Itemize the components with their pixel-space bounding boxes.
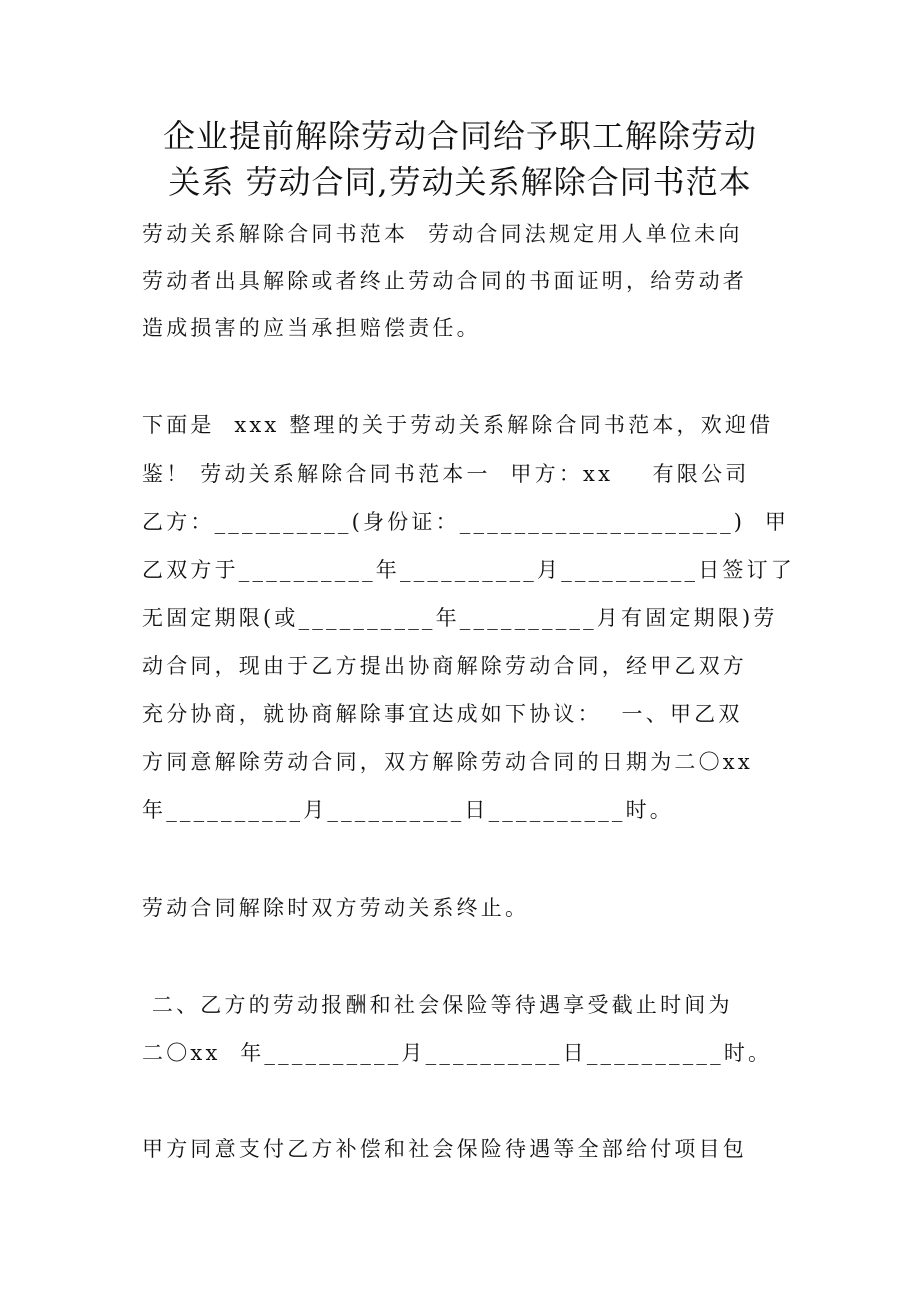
body-line: 造成损害的应当承担赔偿责任。 — [142, 316, 481, 340]
body-line: 劳动关系解除合同书范本 劳动合同法规定用人单位未向 — [142, 222, 743, 246]
body-line: 乙方：__________(身份证：____________________) 甲 — [142, 510, 790, 534]
body-line: 劳动合同解除时双方劳动关系终止。 — [142, 896, 530, 920]
body-line: 二、乙方的劳动报酬和社会保险等待遇享受截止时间为 — [142, 993, 733, 1017]
document-title-line-1: 企业提前解除劳动合同给予职工解除劳动 — [162, 117, 757, 155]
body-line: 动合同，现由于乙方提出协商解除劳动合同，经甲乙双方 — [142, 654, 747, 678]
body-line: 乙双方于__________年__________月__________日签订了 — [142, 558, 795, 582]
body-line: 劳动者出具解除或者终止劳动合同的书面证明，给劳动者 — [142, 269, 747, 293]
body-line: 充分协商，就协商解除事宜达成如下协议： 一、甲乙双 — [142, 702, 743, 726]
document-title-line-2: 关系 劳动合同,劳动关系解除合同书范本 — [168, 163, 752, 201]
body-line: 方同意解除劳动合同，双方解除劳动合同的日期为二〇xx — [142, 750, 753, 774]
body-line: 甲方同意支付乙方补偿和社会保险待遇等全部给付项目包 — [142, 1137, 747, 1161]
body-line: 年__________月__________日__________时。 — [142, 798, 674, 822]
body-line: 鉴！ 劳动关系解除合同书范本一 甲方：xx 有限公司 — [142, 462, 750, 486]
body-line: 二〇xx 年__________月__________日__________时。 — [142, 1041, 773, 1065]
body-line: 无固定期限(或__________年__________月有固定期限)劳 — [142, 606, 778, 630]
body-line: 下面是 xxx 整理的关于劳动关系解除合同书范本，欢迎借 — [142, 413, 774, 437]
